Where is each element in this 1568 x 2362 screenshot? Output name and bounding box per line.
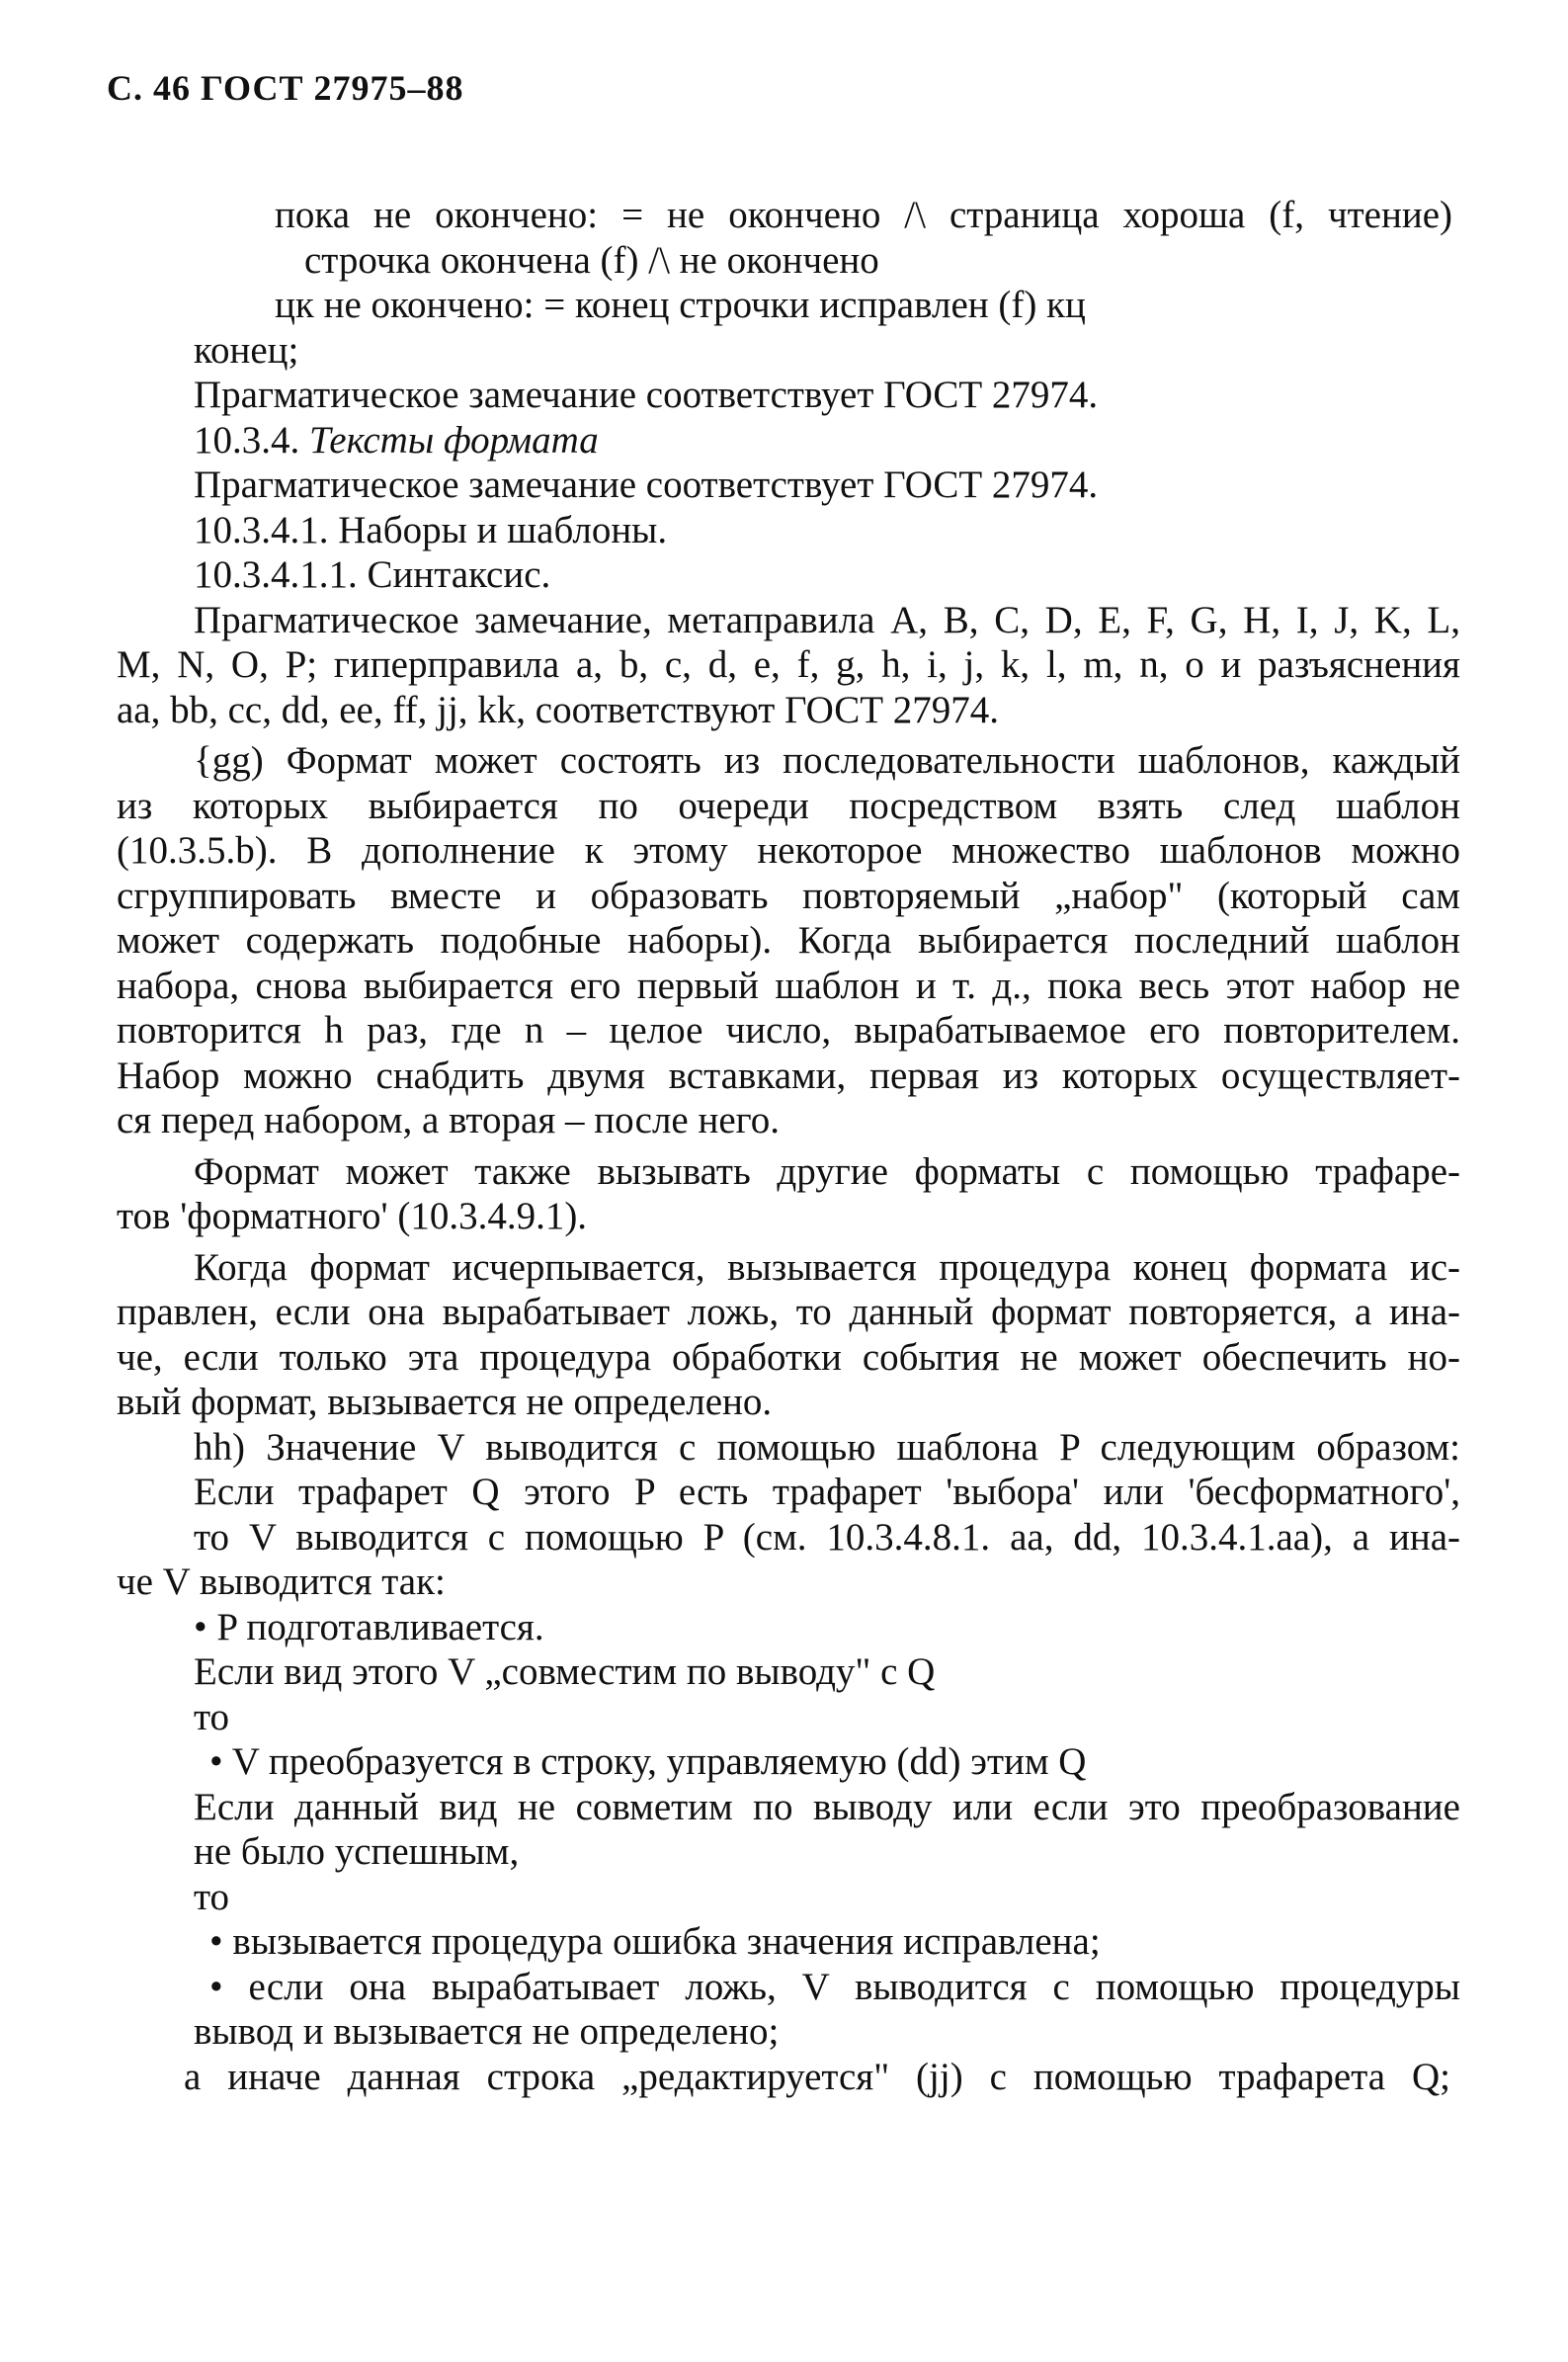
line-text: из которых выбирается по очереди посредством взять след шаблон xyxy=(117,784,1460,827)
text-line xyxy=(117,874,1460,919)
line-text: 10.3.4. xyxy=(194,418,309,462)
line-text: а иначе данная строка „редактируется" (jj) с помощью трафарета Q; xyxy=(184,2055,1450,2098)
text-line xyxy=(194,1785,1460,1830)
line-text: тов 'форматного' (10.3.4.9.1). xyxy=(117,1195,588,1237)
text-line xyxy=(275,283,1568,328)
text-line xyxy=(194,1649,1568,1695)
text-line xyxy=(117,1380,1568,1425)
text-line xyxy=(194,328,1568,374)
line-text: 10.3.4.1.1. Синтаксис. xyxy=(194,553,551,596)
line-text: то V выводится с помощью P (см. 10.3.4.8.1. aa, dd, 10.3.4.1.aa), а ина- xyxy=(194,1515,1460,1559)
line-text: • P подготавливается. xyxy=(194,1605,544,1648)
text-line xyxy=(194,1875,1568,1920)
text-line xyxy=(194,2009,1568,2055)
line-text: че V выводится так: xyxy=(117,1561,446,1603)
text-line xyxy=(117,688,1568,733)
text-line xyxy=(194,373,1568,418)
text-line xyxy=(194,1515,1460,1561)
text-line xyxy=(117,1335,1460,1381)
text-line xyxy=(184,2055,1450,2100)
line-text: 10.3.4.1. Наборы и шаблоны. xyxy=(194,508,668,551)
line-text: ся перед набором, а вторая – после него. xyxy=(117,1099,780,1141)
text-line xyxy=(194,1149,1460,1195)
line-text: • если она вырабатывает ложь, V выводится с помощью процедуры xyxy=(209,1965,1460,2008)
text-line xyxy=(117,918,1460,964)
text-line xyxy=(209,1739,1568,1785)
line-text: • вызывается процедура ошибка значения исправлена; xyxy=(209,1920,1101,1963)
text-line xyxy=(209,1965,1460,2010)
line-text: конец; xyxy=(194,328,299,372)
line-text: Набор можно снабдить двумя вставками, первая из которых осуществляет- xyxy=(117,1054,1460,1097)
text-line xyxy=(117,642,1460,688)
text-line xyxy=(117,1560,1568,1605)
line-text: вывод и вызывается не определено; xyxy=(194,2010,780,2053)
line-text: Формат может также вызывать другие форматы с помощью трафаре- xyxy=(194,1149,1460,1193)
document-body xyxy=(0,193,1568,2099)
line-text: hh) Значение V выводится с помощью шаблона P следующим образом: xyxy=(194,1425,1460,1469)
line-text: Если трафарет Q этого P есть трафарет 'выбора' или 'бесформатного', xyxy=(194,1471,1460,1513)
text-line xyxy=(194,1425,1460,1471)
text-line xyxy=(194,463,1568,508)
line-text: не было успешным, xyxy=(194,1830,520,1873)
line-text: цк не окончено: = конец строчки исправлен (f) кц xyxy=(275,284,1086,326)
text-line xyxy=(194,1245,1460,1291)
line-text: пока не окончено: = не окончено /\ страница хороша (f, чтение) xyxy=(275,194,1452,236)
line-text: то xyxy=(194,1695,230,1738)
text-line xyxy=(275,193,1452,238)
text-line xyxy=(117,964,1460,1009)
text-line xyxy=(194,552,1568,598)
line-text: правлен, если она вырабатывает ложь, то данный формат повторяется, а ина- xyxy=(117,1291,1460,1333)
line-text: набора, снова выбирается его первый шаблон и т. д., пока весь этот набор не xyxy=(117,964,1460,1007)
page-header: С. 46 ГОСТ 27975–88 xyxy=(107,68,464,108)
line-text: Когда формат исчерпывается, вызывается процедура конец формата ис- xyxy=(194,1245,1460,1289)
line-text: Если вид этого V „совместим по выводу" с Q xyxy=(194,1650,936,1693)
text-line xyxy=(117,828,1460,874)
text-line xyxy=(194,508,1568,553)
section-title-italic: Тексты формата xyxy=(309,418,599,462)
text-line xyxy=(194,1695,1568,1740)
line-text: Прагматическое замечание соответствует ГОСТ 27974. xyxy=(194,464,1099,506)
line-text: вый формат, вызывается не определено. xyxy=(117,1381,773,1423)
text-line xyxy=(194,418,1568,464)
line-text: • V преобразуется в строку, управляемую (dd) этим Q xyxy=(209,1740,1087,1783)
line-text: aa, bb, cc, dd, ee, ff, jj, kk, соответствуют ГОСТ 27974. xyxy=(117,688,1000,731)
line-text: M, N, O, P; гиперправила a, b, c, d, e, f, g, h, i, j, k, l, m, n, o и разъяснения xyxy=(117,643,1460,686)
text-line xyxy=(117,784,1460,829)
text-line xyxy=(117,1290,1460,1335)
text-line xyxy=(194,738,1460,784)
text-line xyxy=(304,238,1568,284)
line-text: Прагматическое замечание соответствует ГОСТ 27974. xyxy=(194,374,1099,416)
line-text: (10.3.5.b). В дополнение к этому некоторое множество шаблонов можно xyxy=(117,829,1460,872)
text-line xyxy=(117,1054,1460,1099)
text-line xyxy=(209,1919,1568,1965)
line-text: повторится h раз, где n – целое число, вырабатываемое его повторителем. xyxy=(117,1009,1460,1052)
line-text: че, если только эта процедура обработки события не может обеспечить но- xyxy=(117,1335,1460,1379)
text-line xyxy=(194,598,1460,643)
line-text: то xyxy=(194,1875,230,1918)
line-text: Прагматическое замечание, метаправила A, B, C, D, E, F, G, H, I, J, K, L, xyxy=(194,598,1460,641)
text-line xyxy=(117,1008,1460,1054)
line-text: сгруппировать вместе и образовать повторяемый „набор" (который сам xyxy=(117,874,1460,917)
text-line xyxy=(194,1470,1460,1515)
line-text: Если данный вид не совметим по выводу или если это преобразование xyxy=(194,1785,1460,1828)
text-line xyxy=(117,1194,1568,1239)
text-line xyxy=(194,1829,1568,1875)
text-line xyxy=(117,1098,1568,1143)
line-text: может содержать подобные наборы). Когда выбирается последний шаблон xyxy=(117,919,1460,962)
text-line xyxy=(194,1605,1568,1650)
line-text: {gg) Формат может состоять из последовательности шаблонов, каждый xyxy=(194,739,1460,782)
line-text: строчка окончена (f) /\ не окончено xyxy=(304,238,879,282)
